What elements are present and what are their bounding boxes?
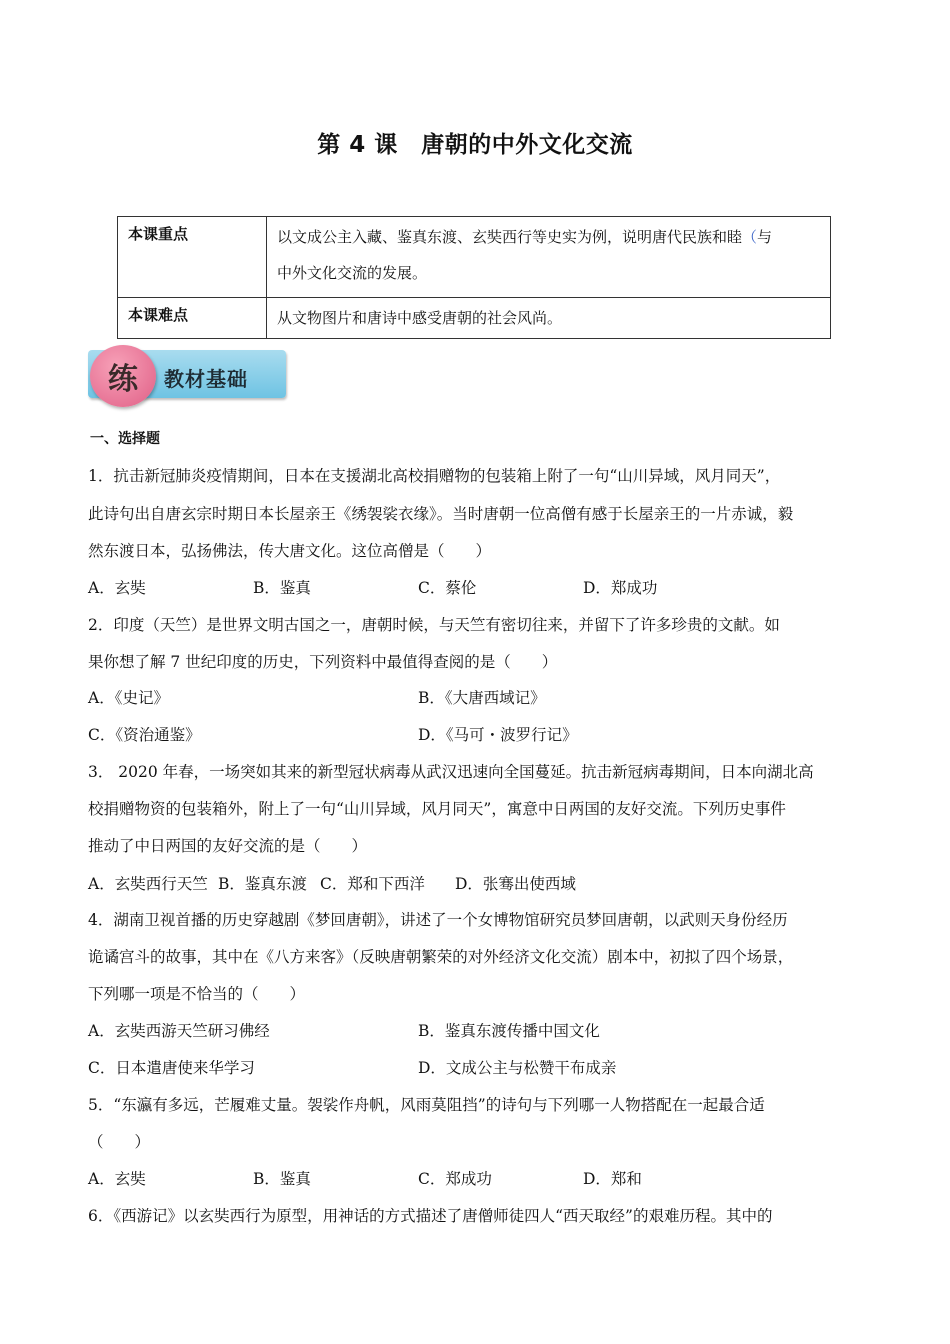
question-2-line: 2．印度（天竺）是世界文明古国之一，唐朝时候，与天竺有密切往来，并留下了许多珍贵的文献。如 bbox=[88, 616, 780, 634]
key-points-text-b: 与 bbox=[757, 228, 773, 246]
question-3-option-d: D．张骞出使西域 bbox=[455, 875, 576, 893]
difficult-points-label: 本课难点 bbox=[118, 298, 267, 339]
question-4-line: 诡谲宫斗的故事，其中在《八方来客》（反映唐朝繁荣的对外经济文化交流）剧本中，初拟了四个场景， bbox=[88, 948, 794, 966]
question-1-line: 此诗句出自唐玄宗时期日本长屋亲王《绣袈裟衣缘》。当时唐朝一位高僧有感于长屋亲王的一片赤诚，毅 bbox=[88, 505, 794, 523]
key-points-row bbox=[118, 217, 831, 298]
question-2-option-a: A．《史记》 bbox=[88, 689, 169, 707]
page-title: 第 4 课 唐朝的中外文化交流 bbox=[317, 132, 633, 158]
question-4-option-b: B．鉴真东渡传播中国文化 bbox=[418, 1022, 600, 1040]
question-3-line: 3． 2020 年春，一场突如其来的新型冠状病毒从武汉迅速向全国蔓延。抗击新冠病毒期间，日本向湖北高 bbox=[88, 763, 814, 781]
key-points-label: 本课重点 bbox=[118, 217, 267, 298]
question-2-option-b: B．《大唐西域记》 bbox=[418, 689, 546, 707]
question-5-line: （ ） bbox=[88, 1133, 151, 1151]
question-3-line: 推动了中日两国的友好交流的是（ ） bbox=[88, 837, 368, 855]
question-4-line: 下列哪一项是不恰当的（ ） bbox=[88, 985, 306, 1003]
question-2-option-c: C．《资治通鉴》 bbox=[88, 726, 201, 744]
section-heading: 一、选择题 bbox=[90, 431, 160, 447]
question-6-line: 6．《西游记》以玄奘西行为原型，用神话的方式描述了唐僧师徒四人“西天取经”的艰难历程。其中的 bbox=[88, 1207, 773, 1225]
difficult-points-row bbox=[118, 298, 831, 339]
question-2-option-d: D．《马可・波罗行记》 bbox=[418, 726, 578, 744]
question-1-option-a: A．玄奘 bbox=[88, 579, 146, 597]
key-points-text-c: 中外文化交流的发展。 bbox=[277, 264, 428, 282]
question-4-option-a: A．玄奘西游天竺研习佛经 bbox=[88, 1022, 270, 1040]
difficult-points-text: 从文物图片和唐诗中感受唐朝的社会风尚。 bbox=[267, 298, 831, 339]
question-4-option-d: D．文成公主与松赞干布成亲 bbox=[418, 1059, 617, 1077]
question-5-option-a: A．玄奘 bbox=[88, 1170, 146, 1188]
question-3-option-a: A．玄奘西行天竺 bbox=[88, 875, 208, 893]
question-1-option-b: B．鉴真 bbox=[253, 579, 311, 597]
question-3-option-c: C．郑和下西洋 bbox=[320, 875, 425, 893]
key-points-table bbox=[117, 216, 831, 339]
question-5-option-b: B．鉴真 bbox=[253, 1170, 311, 1188]
question-3-line: 校捐赠物资的包装箱外，附上了一句“山川异域，风月同天”，寓意中日两国的友好交流。下列历史事件 bbox=[88, 800, 786, 818]
practice-banner bbox=[88, 347, 288, 405]
question-3-option-b: B．鉴真东渡 bbox=[218, 875, 307, 893]
practice-badge: 练 bbox=[90, 345, 156, 407]
question-4-line: 4．湖南卫视首播的历史穿越剧《梦回唐朝》，讲述了一个女博物馆研究员梦回唐朝，以武则天身份经历 bbox=[88, 911, 788, 929]
question-4-option-c: C．日本遣唐使来华学习 bbox=[88, 1059, 255, 1077]
question-5-option-c: C．郑成功 bbox=[418, 1170, 492, 1188]
question-5-option-d: D．郑和 bbox=[583, 1170, 642, 1188]
question-5-line: 5．“东瀛有多远，芒履难丈量。袈裟作舟帆，风雨莫阻挡”的诗句与下列哪一人物搭配在一起最合适 bbox=[88, 1096, 765, 1114]
question-1-option-c: C．蔡伦 bbox=[418, 579, 477, 597]
banner-label: 教材基础 bbox=[164, 367, 248, 391]
key-points-text-a: 以文成公主入藏、鉴真东渡、玄奘西行等史实为例，说明唐代民族和睦 bbox=[277, 228, 743, 246]
question-2-line: 果你想了解 7 世纪印度的历史，下列资料中最值得查阅的是（ ） bbox=[88, 653, 558, 671]
question-1-option-d: D．郑成功 bbox=[583, 579, 658, 597]
key-points-paren: （ bbox=[742, 228, 758, 246]
question-1-line: 然东渡日本，弘扬佛法，传大唐文化。这位高僧是（ ） bbox=[88, 542, 492, 560]
key-points-text bbox=[267, 217, 831, 298]
question-1-line: 1．抗击新冠肺炎疫情期间，日本在支援湖北高校捐赠物的包装箱上附了一句“山川异域，风月同天”， bbox=[88, 467, 781, 485]
